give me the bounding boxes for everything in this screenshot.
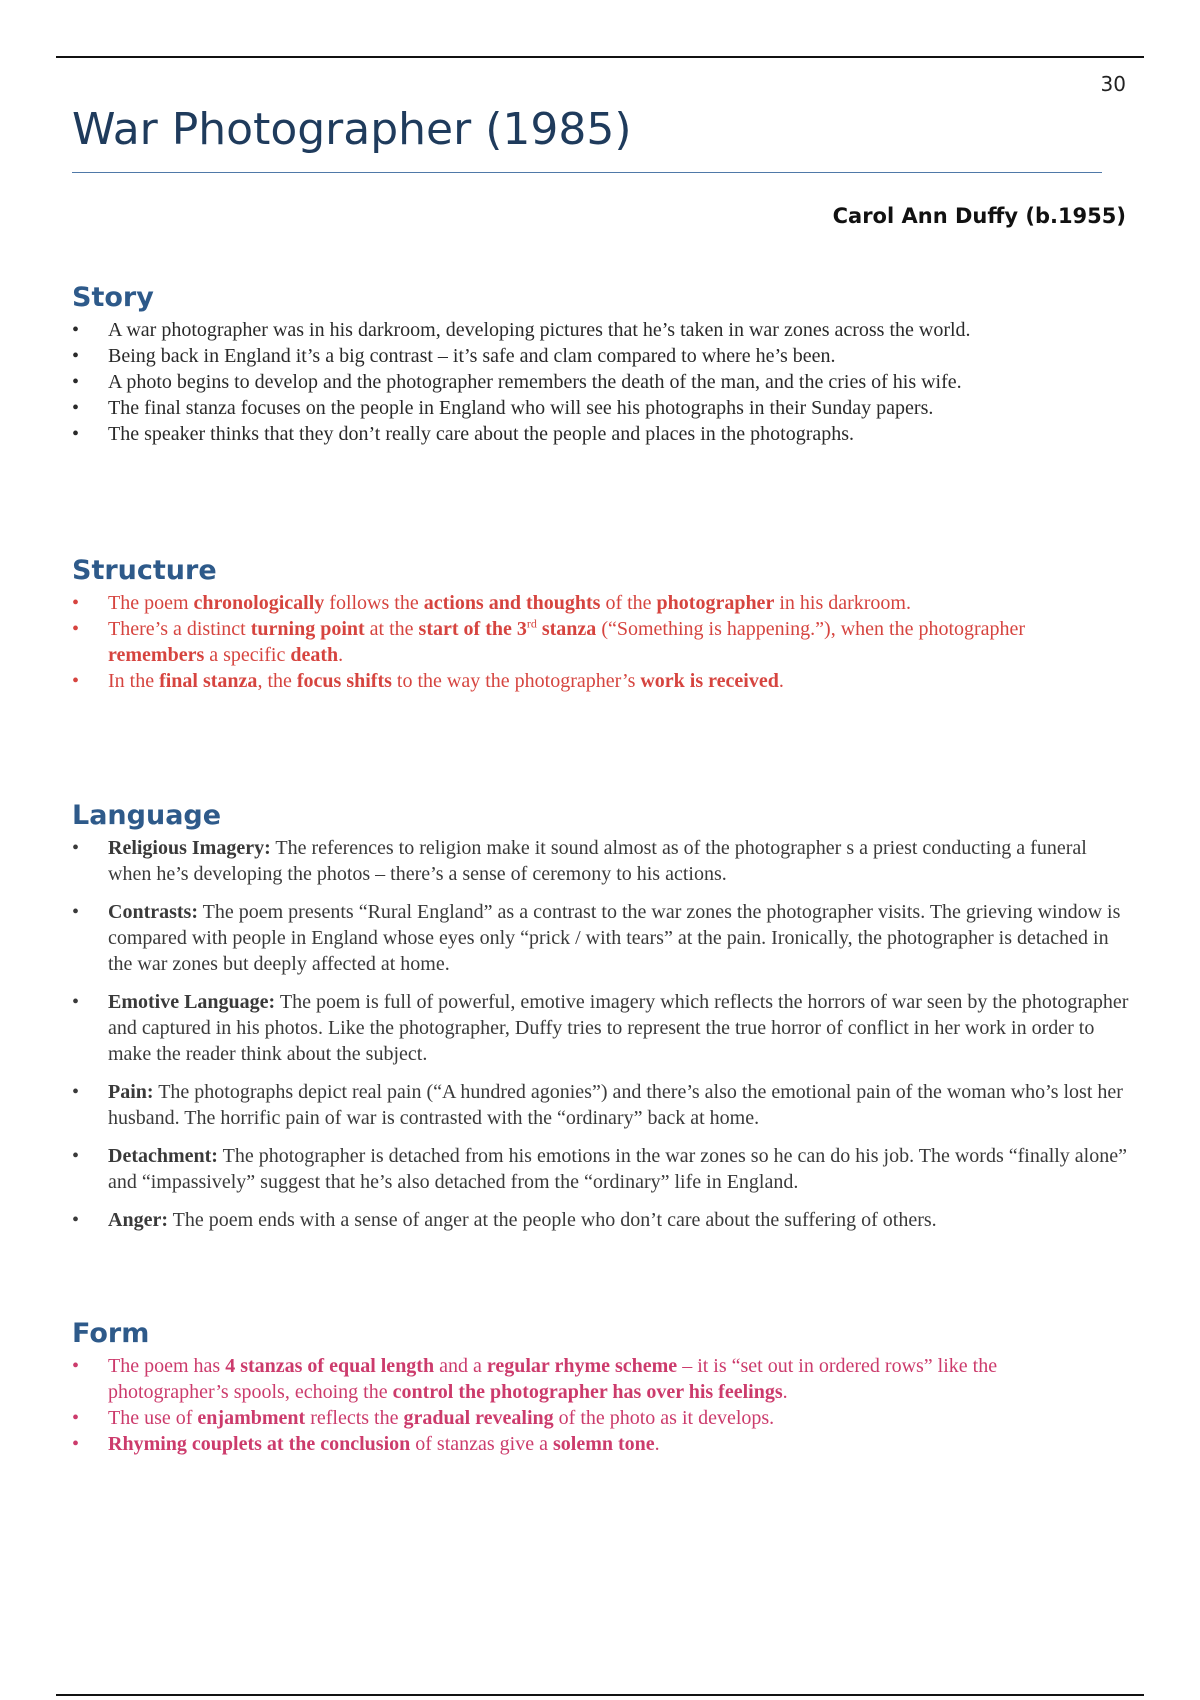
page-title: War Photographer (1985) [72, 104, 632, 155]
list-item: • A photo begins to develop and the photographer remembers the death of the man, and the cries of his wife. [72, 369, 1132, 395]
list-item: • Anger: The poem ends with a sense of anger at the people who don’t care about the suffering of others. [72, 1207, 1132, 1233]
list-item: • Emotive Language: The poem is full of powerful, emotive imagery which reflects the horrors of war seen by the photographer and captured in his photos. Like the photographer, Duffy tries to represent the true horror of conflict in her work in order to make the reader think about the subject. [72, 989, 1132, 1067]
list-item: • Pain: The photographs depict real pain (“A hundred agonies”) and there’s also the emotional pain of the woman who’s lost her husband. The horrific pain of war is contrasted with the “ordinary” back at home. [72, 1079, 1132, 1131]
story-heading: Story [72, 282, 154, 313]
structure-list [72, 590, 1072, 694]
list-item: • The speaker thinks that they don’t really care about the people and places in the photographs. [72, 421, 1132, 447]
list-item: • Religious Imagery: The references to religion make it sound almost as of the photographer s a priest conducting a funeral when he’s developing the photos – there’s a sense of ceremony to his actions. [72, 835, 1132, 887]
bottom-rule [56, 1694, 1144, 1696]
title-underline [72, 172, 1102, 173]
list-item: • The final stanza focuses on the people in England who will see his photographs in their Sunday papers. [72, 395, 1132, 421]
list-item: • Contrasts: The poem presents “Rural England” as a contrast to the war zones the photographer visits. The grieving window is compared with people in England whose eyes only “prick / with tears” at the pain. Ironically, the photographer is detached in the war zones but deeply affected at home. [72, 899, 1132, 977]
list-item: • The use of enjambment reflects the gradual revealing of the photo as it develops. [72, 1405, 1112, 1431]
structure-section [72, 555, 1072, 694]
structure-heading: Structure [72, 555, 217, 586]
form-heading: Form [72, 1318, 150, 1349]
list-item: • There’s a distinct turning point at the start of the 3rd stanza (“Something is happening.”), when the photographer remembers a specific death. [72, 616, 1072, 668]
list-item: • The poem has 4 stanzas of equal length and a regular rhyme scheme – it is “set out in ordered rows” like the photographer’s spools, echoing the control the photographer has over his feelings. [72, 1353, 1112, 1405]
language-section [72, 800, 1132, 1245]
language-list [72, 835, 1132, 1233]
list-item: • Being back in England it’s a big contrast – it’s safe and clam compared to where he’s been. [72, 343, 1132, 369]
story-section [72, 282, 1132, 447]
list-item: • A war photographer was in his darkroom, developing pictures that he’s taken in war zones across the world. [72, 317, 1132, 343]
list-item: • Rhyming couplets at the conclusion of stanzas give a solemn tone. [72, 1431, 1112, 1457]
list-item: • Detachment: The photographer is detached from his emotions in the war zones so he can do his job. The words “finally alone” and “impassively” suggest that he’s also detached from the “ordinary” life in England. [72, 1143, 1132, 1195]
story-list [72, 317, 1132, 447]
page-number: 30 [1100, 72, 1126, 96]
form-list [72, 1353, 1112, 1457]
author: Carol Ann Duffy (b.1955) [832, 204, 1126, 228]
language-heading: Language [72, 800, 222, 831]
list-item: • The poem chronologically follows the actions and thoughts of the photographer in his darkroom. [72, 590, 1072, 616]
top-rule [56, 56, 1144, 58]
form-section [72, 1318, 1112, 1457]
list-item: • In the final stanza, the focus shifts to the way the photographer’s work is received. [72, 668, 1072, 694]
